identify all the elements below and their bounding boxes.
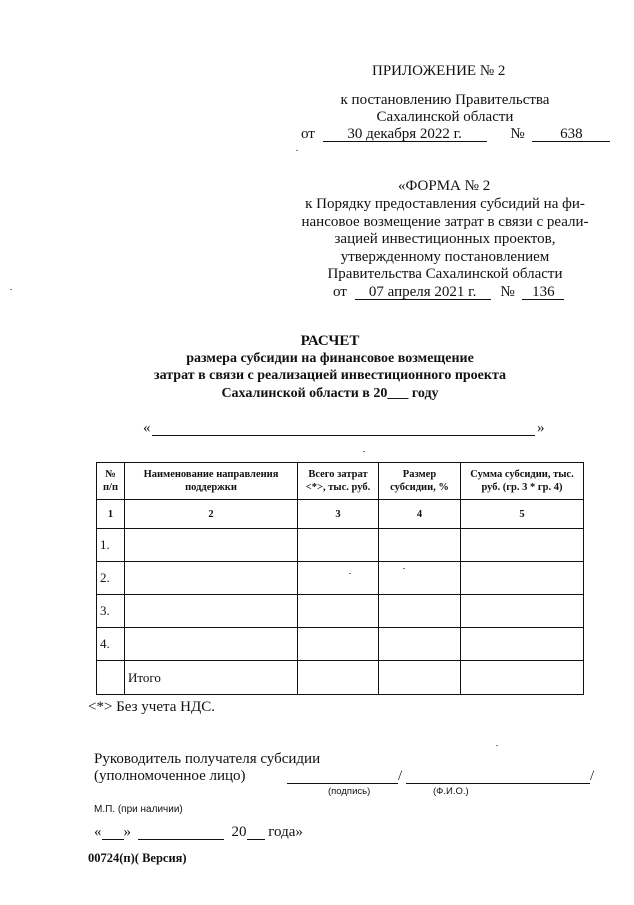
signature-caption: (подпись) xyxy=(328,786,371,797)
costs-cell[interactable] xyxy=(298,562,379,595)
table-row xyxy=(97,595,584,628)
quote-close: » xyxy=(537,420,545,436)
date-quote-open: « xyxy=(94,824,102,840)
row-number: 2. xyxy=(97,562,125,595)
appendix-number: 638 xyxy=(532,127,610,142)
column-number-row xyxy=(97,500,584,529)
form-line-1: к Порядку предоставления субсидий на фи- xyxy=(305,196,585,212)
table-row xyxy=(97,529,584,562)
form-from-label: от xyxy=(333,284,347,300)
calc-title: РАСЧЕТ xyxy=(300,333,360,349)
table-header-row xyxy=(97,463,584,500)
costs-cell[interactable] xyxy=(298,628,379,661)
form-title: «ФОРМА № 2 xyxy=(398,178,491,194)
costs-cell[interactable] xyxy=(298,595,379,628)
year-prefix: 20 xyxy=(231,824,247,840)
column-number: 3 xyxy=(298,500,379,529)
appendix-line-2: Сахалинской области xyxy=(376,109,514,125)
rate-cell[interactable] xyxy=(379,529,461,562)
column-number: 5 xyxy=(461,500,584,529)
total-costs-cell[interactable] xyxy=(298,661,379,695)
column-number: 1 xyxy=(97,500,125,529)
date-line xyxy=(94,824,303,841)
total-label: Итого xyxy=(125,661,298,695)
calculation-table xyxy=(96,462,584,695)
form-date: 07 апреля 2021 г. xyxy=(355,285,491,300)
form-line-3: зацией инвестиционных проектов, xyxy=(334,231,556,247)
signature-slash: / xyxy=(398,768,403,784)
appendix-line-1: к постановлению Правительства xyxy=(340,92,550,108)
version-label: 00724(п)( Версия) xyxy=(88,851,187,865)
year-field[interactable] xyxy=(247,825,265,840)
column-number: 2 xyxy=(125,500,298,529)
appendix-date: 30 декабря 2022 г. xyxy=(323,127,487,142)
table-row xyxy=(97,562,584,595)
header-direction: Наименование направления поддержки xyxy=(125,463,298,500)
total-row xyxy=(97,661,584,695)
calc-subtitle-3: Сахалинской области в 20___ году xyxy=(221,386,439,401)
rate-cell[interactable] xyxy=(379,595,461,628)
row-number: 1. xyxy=(97,529,125,562)
header-subsidy-rate: Размер субсидии, % xyxy=(379,463,461,500)
form-date-line xyxy=(333,284,564,301)
appendix-from-label: от xyxy=(301,126,315,142)
appendix-date-line xyxy=(301,126,610,143)
signer-line-1: Руководитель получателя субсидии xyxy=(94,751,321,767)
rate-cell[interactable] xyxy=(379,562,461,595)
column-number: 4 xyxy=(379,500,461,529)
header-total-costs: Всего затрат <*>, тыс. руб. xyxy=(298,463,379,500)
appendix-title: ПРИЛОЖЕНИЕ № 2 xyxy=(372,63,506,79)
direction-cell[interactable] xyxy=(125,628,298,661)
full-name-field[interactable] xyxy=(406,783,590,784)
amount-cell[interactable] xyxy=(461,595,584,628)
signer-line-2: (уполномоченное лицо) xyxy=(94,768,246,784)
row-number: 4. xyxy=(97,628,125,661)
direction-cell[interactable] xyxy=(125,595,298,628)
direction-cell[interactable] xyxy=(125,529,298,562)
direction-cell[interactable] xyxy=(125,562,298,595)
scan-speck xyxy=(296,150,298,151)
amount-cell[interactable] xyxy=(461,562,584,595)
stamp-note: М.П. (при наличии) xyxy=(94,804,183,815)
total-rate-cell[interactable] xyxy=(379,661,461,695)
year-suffix: года» xyxy=(268,824,303,840)
scan-speck xyxy=(349,573,351,574)
scan-speck xyxy=(10,289,12,290)
form-line-5: Правительства Сахалинской области xyxy=(327,266,563,282)
form-number: 136 xyxy=(522,285,564,300)
table-row xyxy=(97,628,584,661)
date-quote-close: » xyxy=(123,824,131,840)
rate-cell[interactable] xyxy=(379,628,461,661)
calc-subtitle-2: затрат в связи с реализацией инвестиционного проекта xyxy=(153,368,507,383)
form-number-label: № xyxy=(500,284,515,300)
header-subsidy-amount: Сумма субсидии, тыс. руб. (гр. 3 * гр. 4) xyxy=(461,463,584,500)
total-amount-cell[interactable] xyxy=(461,661,584,695)
calc-subtitle-1: размера субсидии на финансовое возмещение xyxy=(186,351,474,366)
vat-footnote: <*> Без учета НДС. xyxy=(88,699,215,715)
appendix-number-label: № xyxy=(510,126,525,142)
scan-speck xyxy=(403,568,405,569)
form-line-2: нансовое возмещение затрат в связи с реали- xyxy=(301,214,589,230)
amount-cell[interactable] xyxy=(461,529,584,562)
form-line-4: утвержденному постановлением xyxy=(340,249,550,265)
quote-open: « xyxy=(143,420,151,436)
scan-speck xyxy=(363,451,365,452)
row-number: 3. xyxy=(97,595,125,628)
name-slash: / xyxy=(590,768,595,784)
full-name-caption: (Ф.И.О.) xyxy=(433,786,469,797)
total-number-cell xyxy=(97,661,125,695)
signature-field[interactable] xyxy=(287,783,398,784)
amount-cell[interactable] xyxy=(461,628,584,661)
header-number: № п/п xyxy=(97,463,125,500)
day-field[interactable] xyxy=(102,825,124,840)
scan-speck xyxy=(496,745,498,746)
project-name-field[interactable] xyxy=(152,435,535,436)
costs-cell[interactable] xyxy=(298,529,379,562)
month-field[interactable] xyxy=(138,825,224,840)
